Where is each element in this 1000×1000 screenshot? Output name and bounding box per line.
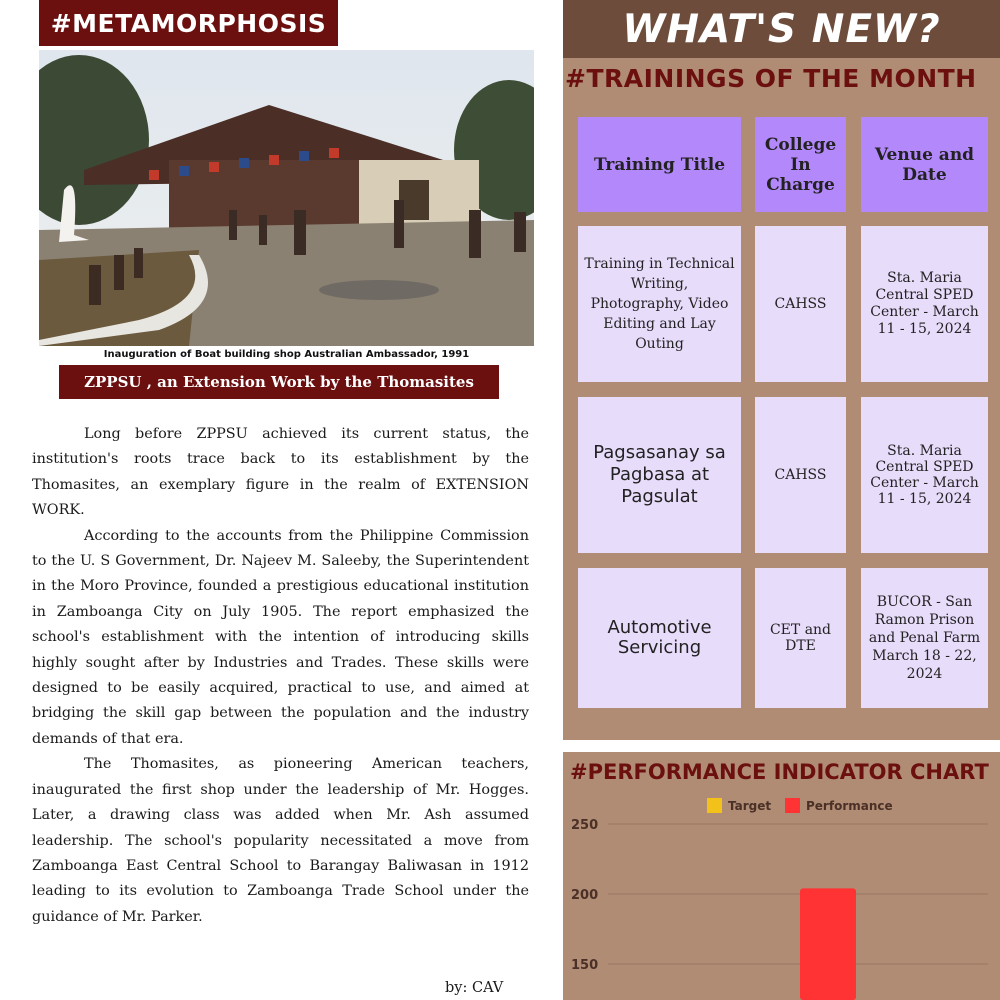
- table-row-3-venue: BUCOR - San Ramon Prison and Penal Farm March 18 - 22, 2024: [861, 568, 988, 708]
- table-row-2-title: Pagsasanay sa Pagbasa at Pagsulat: [578, 397, 741, 553]
- table-row-3-title: Automotive Servicing: [578, 568, 741, 708]
- paragraph-1: Long before ZPPSU achieved its current status, the institution's roots trace back to its establishment by the Thomasites, an exemplary figure in the realm of EXTENSION WORK.: [32, 426, 529, 519]
- paragraph-3: The Thomasites, as pioneering American teachers, inaugurated the first shop under the leadership of Mr. Hogges. Later, a drawing class was added when Mr. Ash assumed leadership. The school's popularity necessitated a move from Zamboanga East Central School to Barangay Baliwasan in 1912 leading to its evolution to Zamboanga Trade School under the guidance of Mr. Parker.: [32, 756, 529, 925]
- header-training-title: Training Title: [578, 117, 741, 212]
- table-row-1-venue: Sta. Maria Central SPED Center - March 11 - 15, 2024: [861, 226, 988, 382]
- article-subtitle: ZPPSU , an Extension Work by the Thomasites: [59, 365, 499, 399]
- legend-label-target: Target: [728, 799, 772, 813]
- photo-caption: Inauguration of Boat building shop Australian Ambassador, 1991: [103, 349, 470, 360]
- table-row-1-college: CAHSS: [755, 226, 846, 382]
- historical-photo: [39, 50, 534, 346]
- table-row-2-college: CAHSS: [755, 397, 846, 553]
- article-body: [32, 422, 529, 930]
- whats-new-banner: WHAT'S NEW?: [563, 0, 1000, 58]
- table-row-2-venue: Sta. Maria Central SPED Center - March 11 - 15, 2024: [861, 397, 988, 553]
- legend-label-performance: Performance: [806, 799, 893, 813]
- table-row-1-title: Training in Technical Writing, Photography, Video Editing and Lay Outing: [578, 226, 741, 382]
- legend-swatch-target: [707, 798, 722, 813]
- trainings-title: #TRAININGS OF THE MONTH: [565, 64, 977, 93]
- legend-swatch-performance: [785, 798, 800, 813]
- header-college: College In Charge: [755, 117, 846, 212]
- y-tick-200: 200: [571, 888, 599, 903]
- bar-performance-0: [800, 888, 856, 1000]
- y-tick-250: 250: [571, 818, 599, 833]
- paragraph-2: According to the accounts from the Philippine Commission to the U. S Government, Dr. Najeev M. Saleeby, the Superintendent in the Moro Province, founded a prestigious educational institution in Zamboanga City on July 1905. The report emphasized the school's establishment with the intention of introducing skills highly sought after by Industries and Trades. These skills were designed to be easily acquired, practical to use, and aimed at bridging the skill gap between the population and the industry demands of that era.: [32, 527, 529, 747]
- metamorphosis-badge: #METAMORPHOSIS: [39, 0, 338, 46]
- header-venue: Venue and Date: [861, 117, 988, 212]
- byline: by: CAV: [445, 980, 504, 996]
- performance-chart: [563, 790, 1000, 1000]
- section-divider: [563, 740, 1000, 752]
- photo-illustration: [39, 50, 534, 346]
- performance-title: #PERFORMANCE INDICATOR CHART: [570, 760, 989, 784]
- y-tick-150: 150: [571, 958, 599, 973]
- table-row-3-college: CET and DTE: [755, 568, 846, 708]
